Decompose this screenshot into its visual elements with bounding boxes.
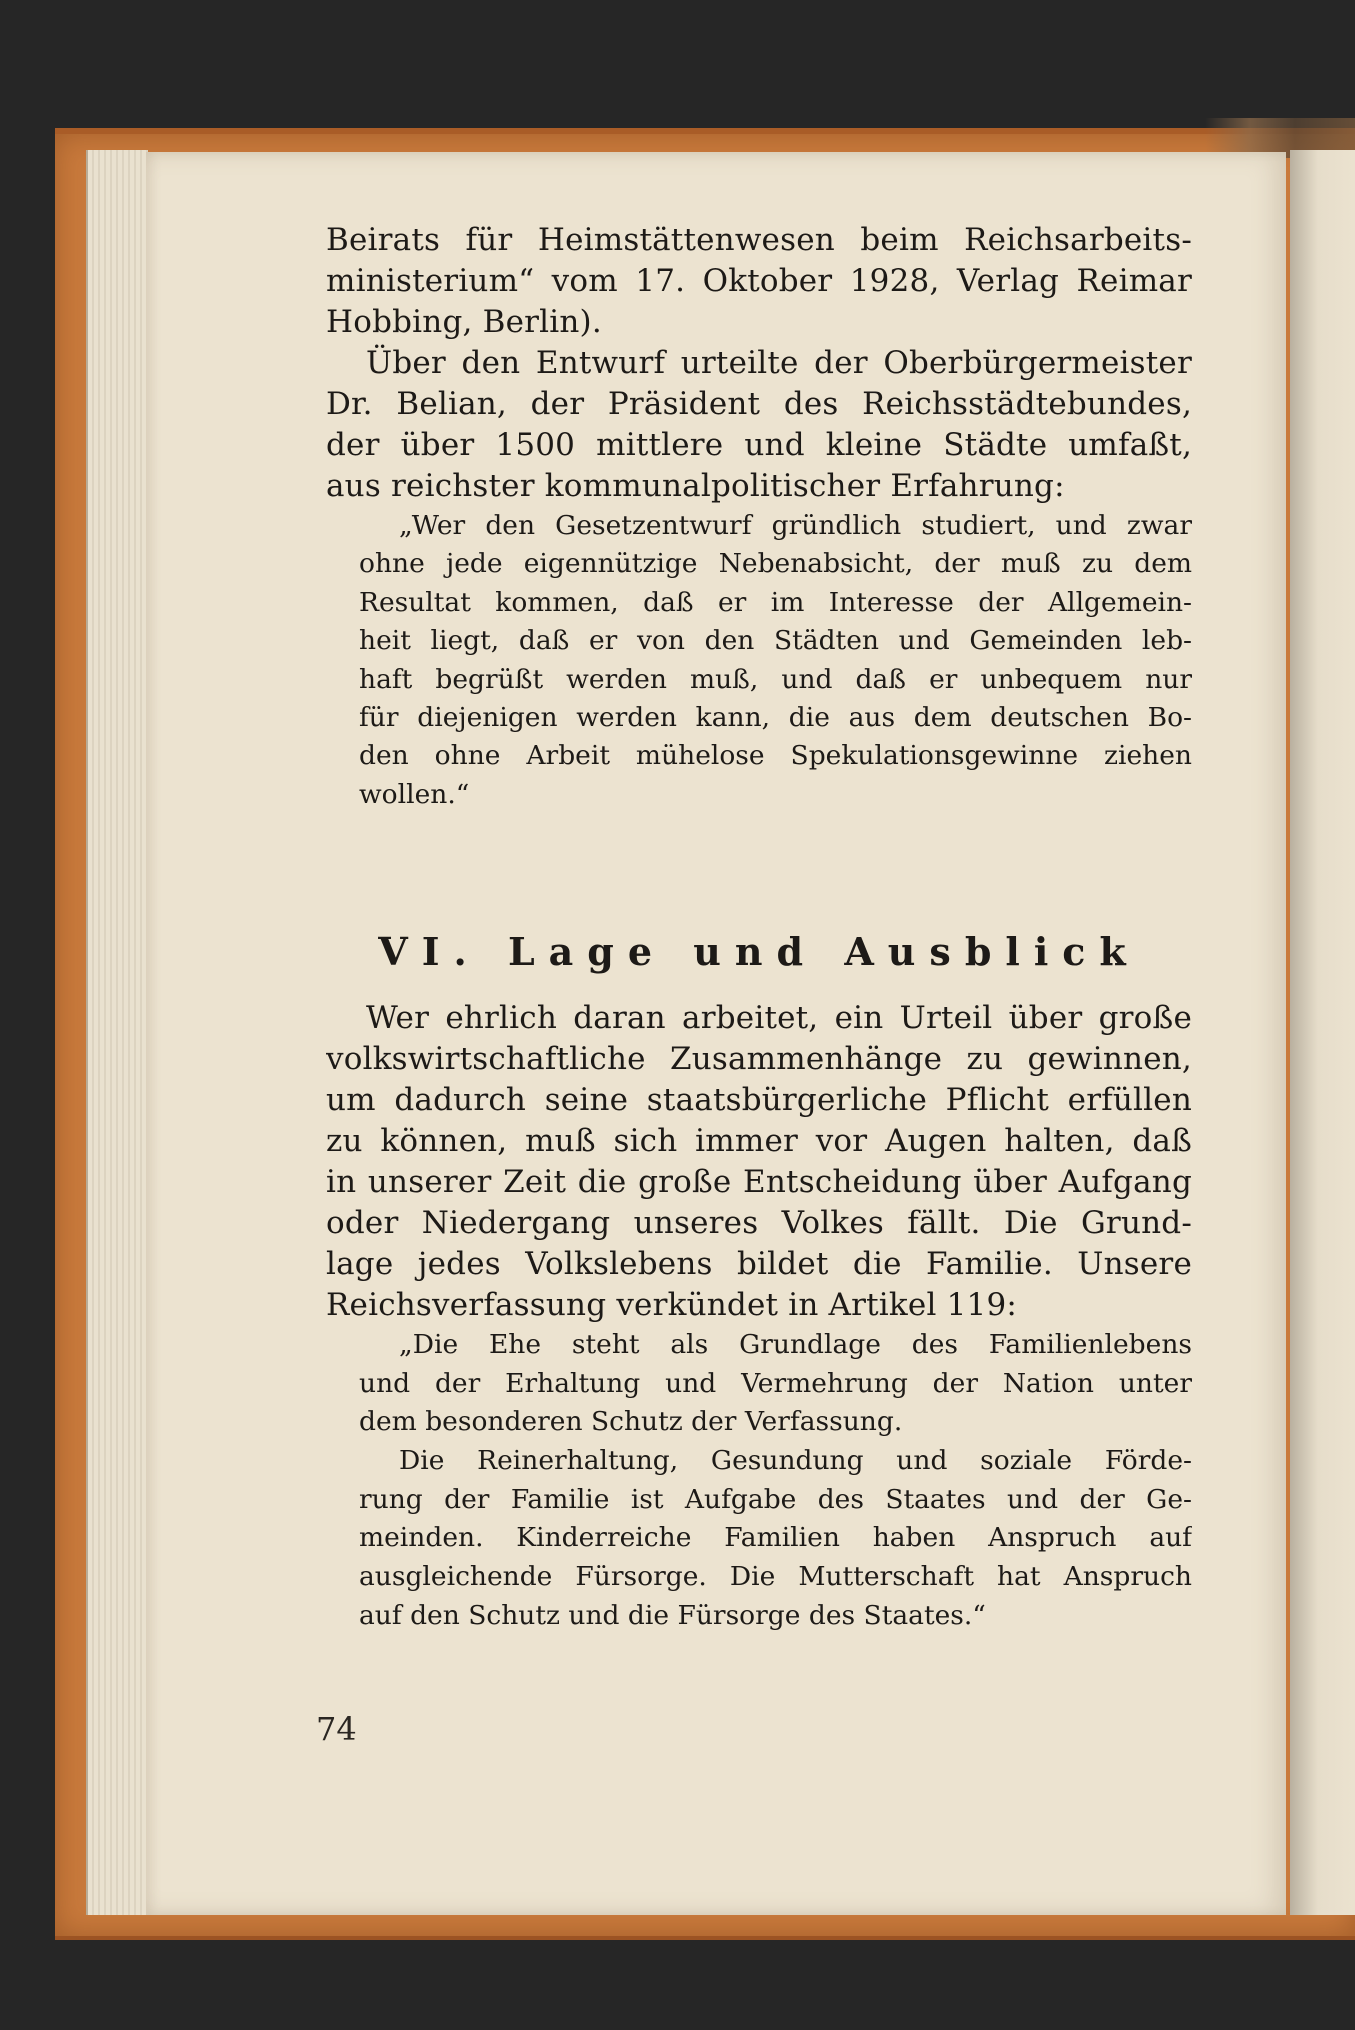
- quote-line: dem besonderen Schutz der Verfassung.: [359, 1406, 903, 1438]
- text-line: der über 1500 mittlere und kleine Städte umfaßt,: [326, 427, 1192, 463]
- quote-line: haft begrüßt werden muß, und daß er unbequem nur: [359, 663, 1192, 695]
- quote-line: Resultat kommen, daß er im Interesse der Allgemein-: [359, 586, 1192, 618]
- text-line: zu können, muß sich immer vor Augen halten, daß: [326, 1123, 1192, 1159]
- text-line: oder Niedergang unseres Volkes fällt. Die Grund-: [326, 1205, 1192, 1241]
- quote-line: heit liegt, daß er von den Städten und Gemeinden leb-: [359, 625, 1192, 657]
- quote-line: wollen.“: [359, 778, 470, 810]
- page-body: [326, 220, 1192, 814]
- quote-line: Die Reinerhaltung, Gesundung und soziale Förde-: [399, 1445, 1192, 1477]
- text-line: lage jedes Volkslebens bildet die Familie. Unsere: [326, 1246, 1192, 1282]
- page-number: 74: [316, 1710, 357, 1748]
- text-line: Beirats für Heimstättenwesen beim Reichsarbeits-: [326, 222, 1192, 258]
- quote-line: meinden. Kinderreiche Familien haben Anspruch auf: [359, 1522, 1192, 1554]
- text-line: Wer ehrlich daran arbeitet, ein Urteil über große: [366, 1000, 1192, 1036]
- quote-belian: [326, 507, 1192, 814]
- text-line: volkswirtschaftliche Zusammenhänge zu gewinnen,: [326, 1041, 1192, 1077]
- quote-line: den ohne Arbeit mühelose Spekulationsgewinne ziehen: [359, 740, 1192, 772]
- facing-page-edge: [1290, 150, 1355, 1915]
- text-line: Hobbing, Berlin).: [326, 304, 602, 340]
- quote-line: rung der Familie ist Aufgabe des Staates und der Ge-: [359, 1483, 1192, 1515]
- paragraph-mid: [326, 998, 1192, 1326]
- text-line: Dr. Belian, der Präsident des Reichsstädtebundes,: [326, 386, 1192, 422]
- section-heading: VI. Lage und Ausblick: [378, 929, 1140, 974]
- quote-line: für diejenigen werden kann, die aus dem deutschen Bo-: [359, 701, 1192, 733]
- text-line: ministerium“ vom 17. Oktober 1928, Verlag Reimar: [326, 263, 1192, 299]
- quote-line: auf den Schutz und die Fürsorge des Staates.“: [359, 1599, 986, 1631]
- quote-line: und der Erhaltung und Vermehrung der Nation unter: [359, 1367, 1192, 1399]
- text-line: Reichsverfassung verkündet in Artikel 119:: [326, 1287, 1018, 1323]
- text-line: um dadurch seine staatsbürgerliche Pflicht erfüllen: [326, 1082, 1192, 1118]
- text-line: in unserer Zeit die große Entscheidung über Aufgang: [326, 1164, 1192, 1200]
- quote-line: ohne jede eigennützige Nebenabsicht, der muß zu dem: [359, 548, 1192, 580]
- page-body-lower: [326, 998, 1192, 1636]
- text-line: aus reichster kommunalpolitischer Erfahrung:: [326, 468, 1065, 504]
- paragraph-top: [326, 220, 1192, 507]
- quote-article-119: [326, 1326, 1192, 1636]
- quote-line: „Die Ehe steht als Grundlage des Familienlebens: [399, 1329, 1192, 1360]
- page-edges: [86, 150, 148, 1915]
- quote-line: ausgleichende Fürsorge. Die Mutterschaft hat Anspruch: [359, 1561, 1192, 1593]
- text-line: Über den Entwurf urteilte der Oberbürgermeister: [366, 345, 1192, 381]
- quote-line: „Wer den Gesetzentwurf gründlich studiert, und zwar: [399, 510, 1192, 541]
